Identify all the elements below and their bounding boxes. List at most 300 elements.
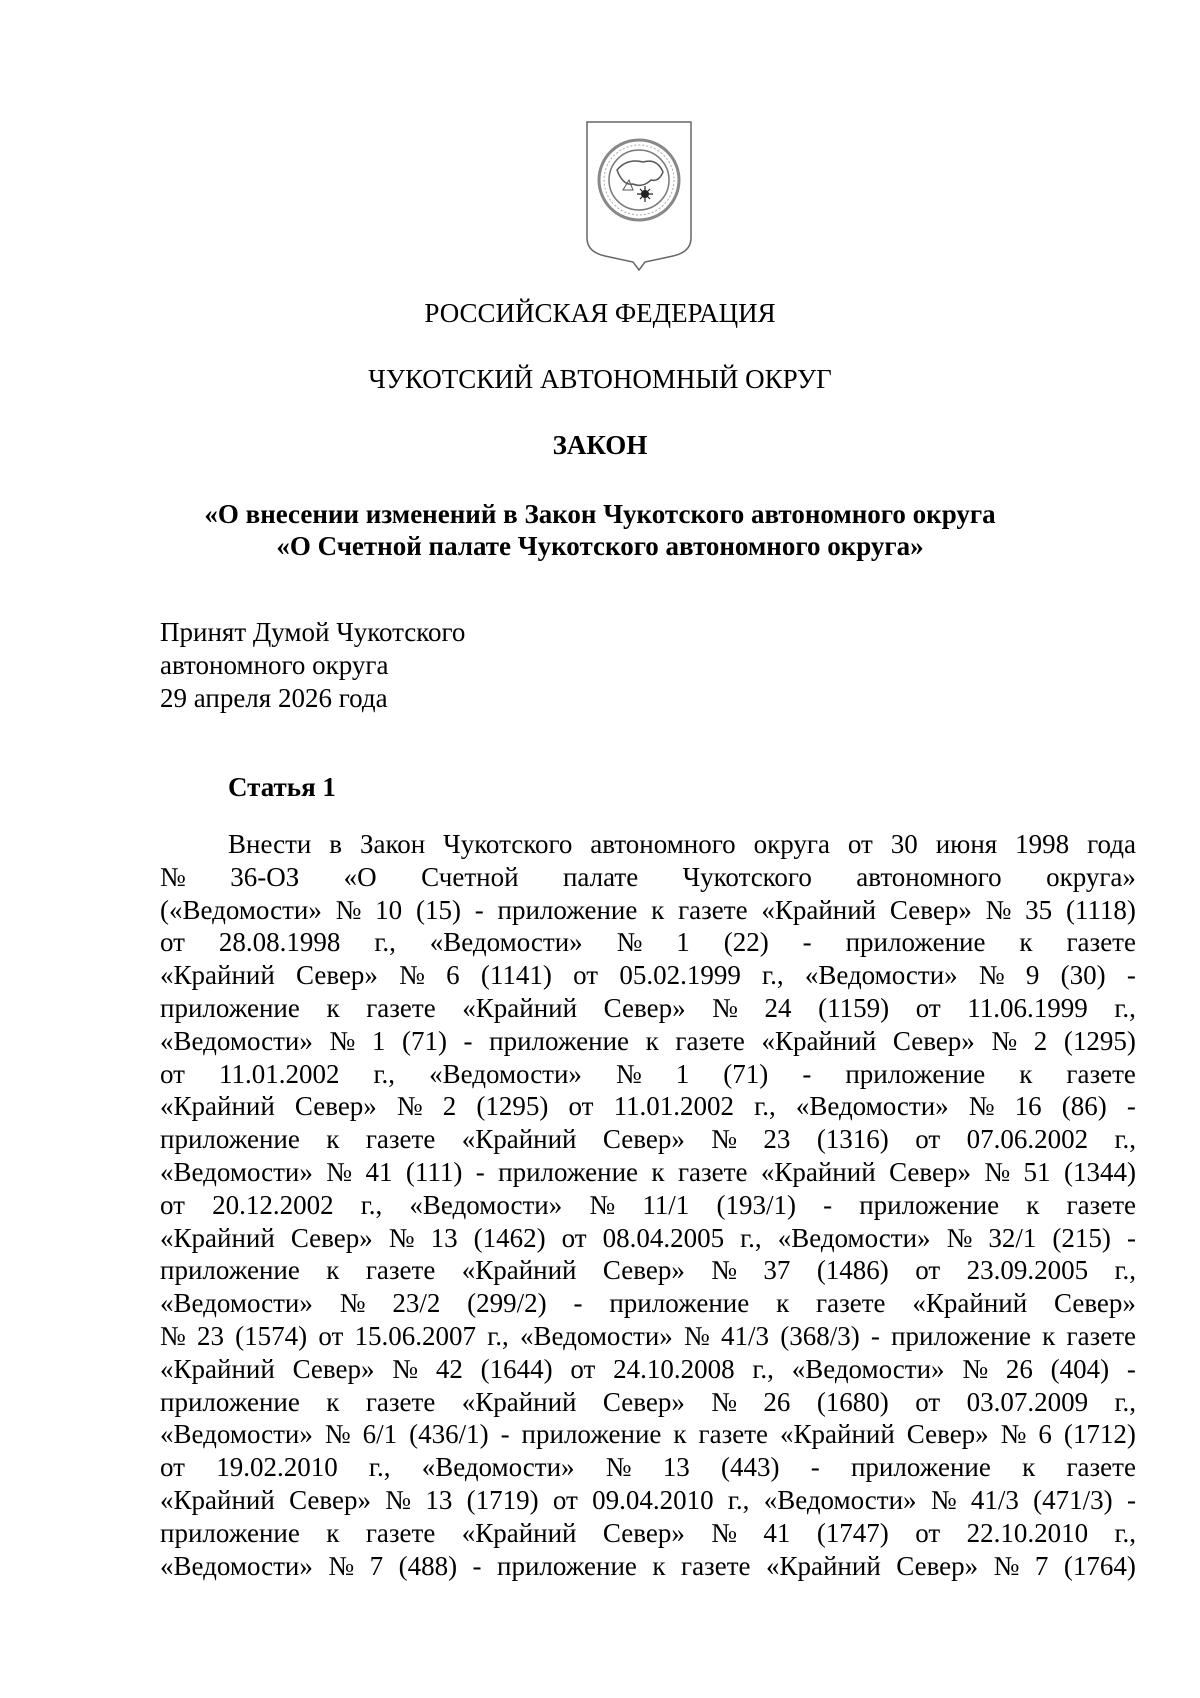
article-word: 20.12.2002: [212, 1189, 334, 1220]
article-word: №: [589, 1189, 616, 1220]
article-word: «Ведомости»: [160, 1419, 313, 1450]
article-word: 24.10.2008: [613, 1353, 735, 1384]
article-word: 1: [675, 1058, 690, 1089]
article-word: №: [160, 1320, 186, 1351]
article-text-line: [160, 1156, 1136, 1189]
article-word: Север»: [603, 992, 686, 1023]
article-word: Север»: [892, 1025, 975, 1056]
article-word: «Ведомости»: [421, 1452, 575, 1483]
article-text-line: [160, 1287, 1136, 1320]
article-word: 11.06.1999: [967, 992, 1088, 1023]
article-text-line: [160, 894, 1136, 927]
article-text-line: [160, 1123, 1136, 1156]
article-word: -: [1126, 1484, 1136, 1515]
article-word: №: [984, 1156, 1011, 1187]
article-word: -: [500, 1419, 510, 1450]
article-word: приложение: [845, 1058, 986, 1089]
article-word: (1680): [816, 1386, 889, 1417]
article-heading: Статья 1: [228, 772, 336, 802]
article-word: 6: [446, 960, 460, 991]
article-word: Север»: [602, 1124, 685, 1155]
article-word: «Крайний: [160, 1222, 275, 1253]
article-word: №: [616, 927, 643, 958]
article-word: №: [1000, 1419, 1027, 1450]
article-word: «Крайний: [462, 992, 578, 1023]
article-word: к: [1019, 1058, 1033, 1089]
adoption-date: 29 апреля 2026 года: [160, 683, 388, 713]
article-word: (1316): [816, 1124, 889, 1155]
article-word: «Крайний: [160, 960, 275, 991]
article-word: г.,: [368, 1452, 391, 1483]
article-text-line: [160, 1386, 1136, 1419]
article-word: г.,: [360, 1189, 383, 1220]
article-word: газете: [1066, 1320, 1136, 1351]
article-word: (404): [1050, 1353, 1110, 1384]
article-word: «Крайний: [160, 1091, 275, 1122]
article-word: №: [968, 1091, 995, 1122]
document-type-heading: ЗАКОН: [552, 430, 648, 460]
article-word: 42: [435, 1353, 463, 1384]
article-word: к: [326, 1386, 340, 1417]
article-word: Чукотского: [682, 861, 812, 892]
article-word: (1344): [1063, 1156, 1136, 1187]
article-word: газете: [365, 1124, 436, 1155]
article-word: 16: [1014, 1091, 1042, 1122]
article-word: «Ведомости»: [429, 1058, 582, 1089]
article-word: (1118): [1065, 894, 1136, 925]
article-word: приложение: [521, 1419, 662, 1450]
article-word: -: [870, 1320, 880, 1351]
article-word: к: [645, 1025, 659, 1056]
article-word: №: [392, 1353, 419, 1384]
article-word: Север»: [294, 1091, 377, 1122]
article-word: «Крайний: [760, 1156, 876, 1187]
article-text-line: [160, 1484, 1136, 1517]
article-word: Север»: [296, 960, 378, 991]
article-word: №: [335, 894, 362, 925]
article-word: -: [810, 1452, 820, 1483]
article-word: Счетной: [421, 861, 519, 892]
article-word: от: [915, 1386, 941, 1417]
article-word: №: [385, 1484, 412, 1515]
region-heading: ЧУКОТСКИЙ АВТОНОМНЫЙ ОКРУГ: [368, 364, 832, 394]
article-word: газете: [678, 894, 748, 925]
article-word: приложение: [859, 1189, 1000, 1220]
article-word: -: [1126, 960, 1136, 991]
article-word: («Ведомости»: [160, 894, 322, 925]
article-word: №: [930, 1484, 957, 1515]
article-word: №: [712, 992, 738, 1023]
article-word: округа»: [1046, 861, 1136, 892]
article-word: от: [573, 960, 599, 991]
article-word: (1295): [1063, 1025, 1136, 1056]
article-word: приложение: [497, 894, 638, 925]
article-word: Север»: [602, 1255, 685, 1286]
adoption-info: [160, 616, 465, 715]
article-word: (215): [1052, 1222, 1111, 1253]
article-word: №: [711, 1255, 737, 1286]
article-word: июня: [935, 829, 998, 859]
article-word: газете: [1066, 1058, 1136, 1089]
article-word: от: [915, 992, 941, 1023]
article-word: (30): [1060, 960, 1106, 991]
article-word: 22.10.2010: [966, 1517, 1089, 1548]
article-word: «Ведомости»: [160, 1025, 313, 1056]
article-word: к: [673, 1419, 687, 1450]
article-word: «Ведомости»: [160, 1288, 313, 1319]
article-word: 10: [375, 894, 403, 925]
article-word: (368/3): [780, 1320, 860, 1351]
article-word: приложение: [891, 1320, 1031, 1351]
article-word: -: [573, 1288, 583, 1319]
article-word: Закон: [359, 829, 426, 859]
article-word: (1462): [473, 1222, 546, 1253]
article-word: г.,: [1114, 1386, 1136, 1417]
article-word: «О: [343, 861, 377, 892]
article-word: 7: [1034, 1550, 1049, 1581]
article-word: «Ведомости»: [795, 1091, 949, 1122]
article-word: года: [1087, 829, 1136, 859]
article-word: №: [711, 1124, 737, 1155]
article-word: «Ведомости»: [777, 1222, 931, 1253]
article-word: 03.07.2009: [966, 1386, 1089, 1417]
article-word: -: [472, 1550, 482, 1581]
article-word: №: [329, 1025, 356, 1056]
article-word: №: [605, 1452, 632, 1483]
article-word: (111): [405, 1156, 463, 1187]
article-word: -: [1126, 1091, 1136, 1122]
article-text-line: [160, 1451, 1136, 1484]
article-word: г.,: [373, 1058, 396, 1089]
article-text-line: [160, 1222, 1136, 1255]
article-word: Север»: [906, 1419, 989, 1450]
article-word: №: [339, 1288, 366, 1319]
article-word: «Крайний: [160, 1353, 275, 1384]
article-word: №: [388, 1222, 415, 1253]
article-word: к: [326, 1517, 340, 1548]
article-word: 05.02.1999: [619, 960, 741, 991]
article-word: к: [652, 1550, 666, 1581]
article-word: (71): [401, 1025, 447, 1056]
article-word: -: [474, 894, 484, 925]
article-word: г.,: [740, 1222, 762, 1253]
article-word: -: [1126, 1222, 1136, 1253]
article-word: от: [160, 1189, 185, 1220]
article-word: приложение: [497, 1550, 637, 1581]
article-word: приложение: [489, 1025, 630, 1056]
article-word: (1719): [466, 1484, 539, 1515]
article-word: г.,: [762, 960, 784, 991]
article-word: (1747): [816, 1517, 889, 1548]
article-word: (71): [723, 1058, 769, 1089]
article-word: (1574): [235, 1320, 308, 1351]
article-word: «Ведомости»: [160, 1156, 313, 1187]
article-word: 32/1: [988, 1222, 1037, 1253]
article-word: (443): [721, 1452, 780, 1483]
article-text-line: [160, 1090, 1136, 1123]
law-title-line-1: «О внесении изменений в Закон Чукотского автономного округа: [204, 499, 996, 529]
article-word: 30: [890, 829, 918, 859]
article-word: 41/3: [970, 1484, 1019, 1515]
article-word: приложение: [160, 1124, 300, 1155]
article-word: 19.02.2010: [216, 1452, 338, 1483]
article-word: приложение: [850, 1452, 991, 1483]
article-word: от: [915, 1517, 941, 1548]
article-word: газете: [1066, 927, 1136, 958]
article-word: Север»: [290, 1222, 373, 1253]
article-word: г.,: [727, 1484, 750, 1515]
article-word: «Ведомости»: [804, 960, 958, 991]
article-word: (1764): [1063, 1550, 1136, 1581]
article-word: -: [1126, 1353, 1136, 1384]
article-word: от: [552, 1484, 578, 1515]
article-word: 07.06.2002: [966, 1124, 1089, 1155]
article-text-line: [160, 861, 1136, 894]
article-word: 11.01.2002: [218, 1058, 340, 1089]
article-word: г.,: [487, 1320, 509, 1351]
article-word: 11/1: [642, 1189, 690, 1220]
article-text-line: [160, 1025, 1136, 1058]
article-text-line: [160, 1320, 1136, 1353]
article-word: к: [1019, 927, 1033, 958]
article-word: 28.08.1998: [218, 927, 341, 958]
article-word: приложение: [160, 1517, 300, 1548]
article-word: газете: [366, 992, 436, 1023]
article-word: газете: [365, 1255, 436, 1286]
article-word: к: [1022, 1452, 1036, 1483]
article-word: (1141): [480, 960, 552, 991]
article-word: газете: [1066, 1452, 1136, 1483]
article-word: к: [326, 1124, 340, 1155]
article-word: от: [568, 1091, 594, 1122]
article-word: «Крайний: [912, 1288, 1028, 1319]
article-word: «Ведомости»: [519, 1320, 673, 1351]
article-word: 1998: [1015, 829, 1070, 859]
adoption-line-1: Принят Думой Чукотского: [160, 617, 466, 647]
article-text-line: [160, 926, 1136, 959]
article-word: Чукотского: [443, 829, 573, 859]
article-word: №: [684, 1320, 710, 1351]
article-word: №: [711, 1386, 737, 1417]
article-word: «Крайний: [461, 1124, 577, 1155]
article-word: (86): [1061, 1091, 1107, 1122]
article-word: приложение: [160, 992, 300, 1023]
article-text-line: [160, 1189, 1136, 1222]
article-word: 15.06.2007: [354, 1320, 477, 1351]
article-word: г.,: [752, 1353, 774, 1384]
article-word: 6/1: [362, 1419, 398, 1450]
article-word: к: [326, 1255, 340, 1286]
article-word: от: [160, 927, 185, 958]
article-text-line: [160, 828, 1136, 861]
article-word: газете: [677, 1156, 748, 1187]
article-word: «Крайний: [780, 1419, 895, 1450]
article-word: (1295): [476, 1091, 549, 1122]
article-word: г.,: [1114, 1255, 1136, 1286]
article-word: 35: [1025, 894, 1053, 925]
article-word: №: [396, 1091, 423, 1122]
article-word: 41/3: [720, 1320, 769, 1351]
article-word: №: [946, 1222, 973, 1253]
article-word: газете: [681, 1550, 751, 1581]
article-word: Север»: [292, 1353, 375, 1384]
article-word: 08.04.2005: [602, 1222, 725, 1253]
article-word: 13: [430, 1222, 458, 1253]
article-word: г.,: [1114, 1124, 1136, 1155]
article-word: приложение: [498, 1156, 639, 1187]
article-word: г.,: [374, 927, 396, 958]
article-word: от: [847, 829, 873, 859]
article-word: «Крайний: [761, 1025, 877, 1056]
article-word: №: [978, 960, 1005, 991]
article-word: (15): [415, 894, 461, 925]
article-word: «Крайний: [461, 1517, 577, 1548]
article-word: к: [651, 894, 665, 925]
article-word: приложение: [845, 927, 986, 958]
article-word: 37: [763, 1255, 791, 1286]
article-text-line: [160, 992, 1136, 1025]
article-word: (1486): [816, 1255, 889, 1286]
article-text-line: [160, 1254, 1136, 1287]
article-word: (471/3): [1033, 1484, 1113, 1515]
article-word: от: [160, 1452, 185, 1483]
article-word: (299/2): [467, 1288, 547, 1319]
article-word: «Крайний: [461, 1255, 577, 1286]
article-word: Север»: [1054, 1288, 1136, 1319]
article-word: №: [328, 1550, 355, 1581]
article-word: 7: [369, 1550, 384, 1581]
article-word: 13: [662, 1452, 690, 1483]
article-word: к: [651, 1156, 665, 1187]
article-word: г.,: [754, 1091, 776, 1122]
article-word: Внести: [228, 829, 312, 859]
article-word: г.,: [1114, 1517, 1136, 1548]
article-word: газете: [698, 1419, 769, 1450]
article-word: 23: [763, 1124, 791, 1155]
article-word: «Ведомости»: [791, 1353, 945, 1384]
article-word: №: [160, 861, 186, 892]
article-word: к: [776, 1288, 790, 1319]
article-word: №: [711, 1517, 737, 1548]
article-word: (22): [723, 927, 769, 958]
article-word: 41: [365, 1156, 393, 1187]
article-word: округа: [753, 829, 830, 859]
article-word: «Крайний: [160, 1484, 275, 1515]
article-word: 23: [196, 1320, 224, 1351]
article-word: 23/2: [392, 1288, 441, 1319]
coat-of-arms-emblem: [583, 118, 695, 272]
article-word: от: [561, 1222, 587, 1253]
article-word: «Ведомости»: [160, 1550, 313, 1581]
article-word: г.,: [1114, 992, 1136, 1023]
article-word: №: [615, 1058, 642, 1089]
article-word: приложение: [160, 1386, 300, 1417]
article-word: (193/1): [716, 1189, 796, 1220]
article-word: от: [160, 1058, 185, 1089]
article-word: 36-ОЗ: [230, 861, 300, 892]
article-word: -: [823, 1189, 833, 1220]
article-word: 2: [442, 1091, 457, 1122]
article-word: 1: [676, 927, 690, 958]
article-text-line: [160, 959, 1136, 992]
article-word: (1644): [480, 1353, 553, 1384]
article-word: автономного: [590, 829, 736, 859]
article-word: 26: [1005, 1353, 1033, 1384]
article-word: автономного: [856, 861, 1002, 892]
article-word: 13: [425, 1484, 453, 1515]
article-word: 51: [1023, 1156, 1051, 1187]
article-word: №: [991, 1025, 1018, 1056]
article-word: «Крайний: [461, 1386, 577, 1417]
article-word: №: [399, 960, 425, 991]
article-word: в: [329, 829, 343, 859]
article-word: (1159): [818, 992, 890, 1023]
article-word: приложение: [609, 1288, 750, 1319]
article-word: газете: [1066, 1189, 1136, 1220]
article-word: от: [915, 1124, 941, 1155]
article-word: палате: [562, 861, 639, 892]
article-text-line: [160, 1550, 1136, 1583]
article-word: -: [802, 1058, 812, 1089]
article-word: №: [985, 894, 1012, 925]
article-word: газете: [365, 1517, 436, 1548]
law-title: [0, 498, 1200, 562]
article-word: 23.09.2005: [966, 1255, 1089, 1286]
article-word: 09.04.2010: [592, 1484, 714, 1515]
article-word: №: [993, 1550, 1020, 1581]
article-word: №: [326, 1156, 353, 1187]
article-body: [160, 828, 1136, 1582]
article-word: Север»: [602, 1386, 685, 1417]
article-word: Север»: [602, 1517, 685, 1548]
article-word: Север»: [889, 1156, 971, 1187]
article-word: 41: [763, 1517, 791, 1548]
article-word: -: [802, 927, 812, 958]
article-word: 1: [371, 1025, 386, 1056]
article-word: -: [475, 1156, 485, 1187]
article-word: к: [326, 992, 340, 1023]
article-word: 6: [1038, 1419, 1052, 1450]
article-word: 26: [763, 1386, 791, 1417]
article-word: 11.01.2002: [613, 1091, 735, 1122]
country-heading: РОССИЙСКАЯ ФЕДЕРАЦИЯ: [424, 298, 776, 328]
article-text-line: [160, 1517, 1136, 1550]
article-word: Север»: [889, 894, 972, 925]
article-text-line: [160, 1058, 1136, 1091]
article-word: -: [463, 1025, 473, 1056]
article-word: «Крайний: [761, 894, 877, 925]
article-word: 2: [1033, 1025, 1048, 1056]
article-word: к: [1026, 1189, 1040, 1220]
article-word: «Ведомости»: [429, 927, 583, 958]
article-word: «Ведомости»: [763, 1484, 917, 1515]
article-word: №: [324, 1419, 351, 1450]
adoption-line-2: автономного округа: [160, 650, 389, 680]
article-word: (488): [398, 1550, 458, 1581]
article-text-line: [160, 1353, 1136, 1386]
article-word: (1712): [1063, 1419, 1136, 1450]
article-word: №: [962, 1353, 989, 1384]
law-title-line-2: «О Счетной палате Чукотского автономного округа»: [276, 531, 924, 561]
article-word: Север»: [289, 1484, 371, 1515]
article-word: приложение: [160, 1255, 300, 1286]
article-text-line: [160, 1418, 1136, 1451]
article-word: «Крайний: [765, 1550, 881, 1581]
article-word: от: [915, 1255, 941, 1286]
article-word: 24: [764, 992, 792, 1023]
article-word: «Ведомости»: [409, 1189, 563, 1220]
article-word: газете: [365, 1386, 436, 1417]
